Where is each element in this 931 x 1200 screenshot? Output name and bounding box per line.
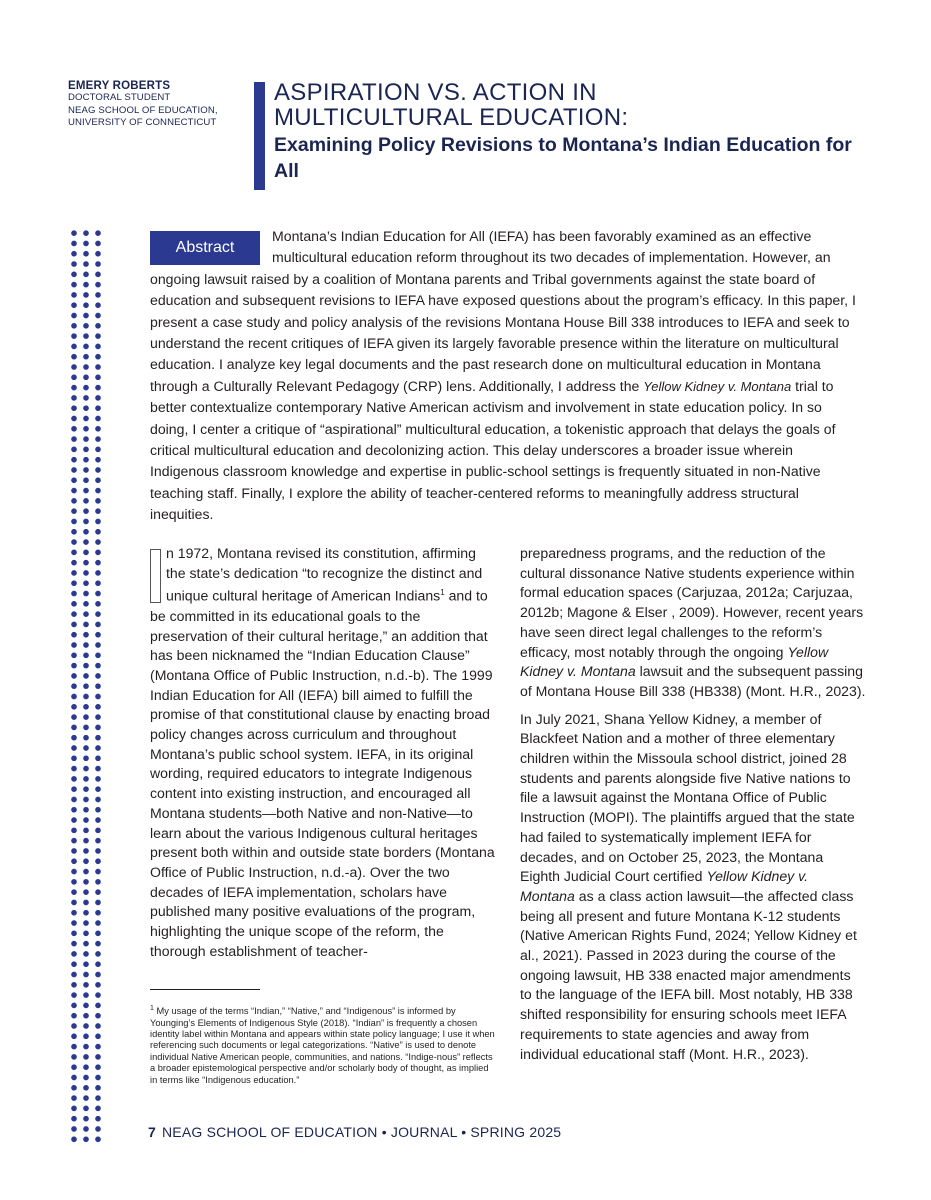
body-paragraph <box>520 710 866 1065</box>
page-footer <box>148 1124 561 1140</box>
footer-text: NEAG SCHOOL OF EDUCATION • JOURNAL • SPRING 2025 <box>162 1124 562 1140</box>
abstract-text-1: Montana’s Indian Education for All (IEFA) has been favorably examined as an effective multicultural education reform throughout its two decades of implementation. However, an ongoing lawsuit raised by a coalition of Montana parents and Tribal governments against the state board of education and subsequent revisions to IEFA have exposed questions about the program’s efficacy. In this paper, I present a case study and policy analysis of the revisions Montana House Bill 338 introduces to IEFA and seek to understand the recent critiques of IEFA given its largely favorable presence within the literature on multicultural education. I analyze key legal documents and the past research done on multicultural education in Montana through a Culturally Relevant Pedagogy (CRP) lens. Additionally, I address the <box>150 228 856 394</box>
right-p1-text-a: preparedness programs, and the reduction of the cultural dissonance Native students experience within formal education spaces (Carjuzaa, 2012a; Carjuzaa, 2012b; Magone & Elser , 2009). However, recent years have seen direct legal challenges to the reform’s efficacy, most notably through the ongoing <box>520 545 864 660</box>
article-title <box>274 80 874 184</box>
author-affiliation-1: NEAG SCHOOL OF EDUCATION, <box>68 104 218 116</box>
body-paragraph <box>150 544 495 961</box>
footnote-text: My usage of the terms “Indian,” “Native,” and “Indigenous” is informed by Younging’s Elements of Indigenous Style (2018). “Indian” is frequently a chosen identity label within Montana and appears within state policy language; I use it when referencing such documents or legal categorizations. “Native” is used to denote individual Native American people, communities, and nations. “Indige-nous” reflects a broader epistemological perspective and/or scholarly body of thought, as implied in terms like “Indigenous education.” <box>150 1006 495 1085</box>
body-column-right <box>520 544 866 1072</box>
footnote-reference: 1 <box>440 588 445 598</box>
author-block <box>68 80 248 130</box>
footnote <box>150 1003 496 1086</box>
footnote-number: 1 <box>150 1005 154 1012</box>
right-p2-text-b: as a class action lawsuit—the affected class being all present and future Montana K-12 students (Native American Rights Fund, 2024; Yellow Kidney et al., 2021). Passed in 2023 during the course of the ongoing lawsuit, HB 338 enacted major amendments to the language of the IEFA bill. Most notably, HB 338 shifted responsibility for ensuring schools meet IEFA requirements to state agencies and away from individual educational staff (Mont. H.R., 2023). <box>520 887 857 1062</box>
title-accent-bar <box>254 82 265 190</box>
right-p1-text-b: lawsuit and the subsequent passing of Montana House Bill 338 (HB338) (Mont. H.R., 2023). <box>520 663 866 699</box>
article-subtitle: Examining Policy Revisions to Montana’s Indian Education for All <box>274 134 852 182</box>
abstract-label: Abstract <box>150 231 260 265</box>
page-number: 7 <box>148 1124 156 1140</box>
right-p2-text-a: In July 2021, Shana Yellow Kidney, a member of Blackfeet Nation and a mother of three elementary children within the Missoula school district, joined 28 students and parents alongside five Native nations to file a lawsuit against the Montana Office of Public Instruction (MOPI). The plaintiffs argued that the state had failed to systematically implement IEFA for decades, and on October 25, 2023, the Montana Eighth Judicial Court certified <box>520 710 855 885</box>
footnote-divider <box>150 989 260 990</box>
abstract-text-2: trial to better contextualize contemporary Native American activism and involvement in state education policy. In so doing, I center a critique of “aspirational” multicultural education, a tokenistic approach that delays the goals of critical multicultural education and decolonizing action. This delay underscores a broader issue wherein Indigenous classroom knowledge and expertise in public-school settings is frequently situated in non-Native teaching staff. Finally, I explore the ability of teacher-centered reforms to meaningfully address structural inequities. <box>150 377 836 523</box>
left-p1-text-b: and to be committed in its educational goals to the preservation of their cultural heritage,” an addition that has been nicknamed the “Indian Education Clause” (Montana Office of Public Instruction, n.d.-b). The 1999 Indian Education for All (IEFA) bill aimed to fulfill the promise of that constitutional clause by enacting broad policy changes across curriculum and throughout Montana’s public school system. IEFA, in its original wording, required educators to integrate Indigenous content into existing instruction, and encouraged all Montana students—both Native and non-Native—to learn about the various Indigenous cultural heritages present both within and outside state borders (Montana Office of Public Instruction, n.d.-a). Over the two decades of IEFA implementation, scholars have published many positive evaluations of the program, highlighting the unique scope of the reform, the thorough establishment of teacher- <box>150 588 495 959</box>
title-line-2: MULTICULTURAL EDUCATION: <box>274 104 629 131</box>
author-affiliation-2: UNIVERSITY OF CONNECTICUT <box>68 117 217 128</box>
right-p1-case-name: Yellow Kidney v. Montana <box>520 643 829 680</box>
title-line-1: ASPIRATION VS. ACTION IN <box>274 79 597 106</box>
abstract-section <box>150 226 862 526</box>
body-paragraph <box>520 544 866 702</box>
decorative-dot-column <box>68 228 106 1143</box>
left-p1-text-a: n 1972, Montana revised its constitution, affirming the state’s dedication “to recognize the distinct and unique cultural heritage of American Indians <box>166 545 483 605</box>
drop-cap-placeholder <box>150 549 161 603</box>
abstract-case-name: Yellow Kidney v. Montana <box>643 378 792 394</box>
author-role: DOCTORAL STUDENT <box>68 92 171 103</box>
body-column-left <box>150 544 495 969</box>
right-p2-case-name: Yellow Kidney v. Montana <box>520 868 809 904</box>
author-name: EMERY ROBERTS <box>68 80 171 92</box>
